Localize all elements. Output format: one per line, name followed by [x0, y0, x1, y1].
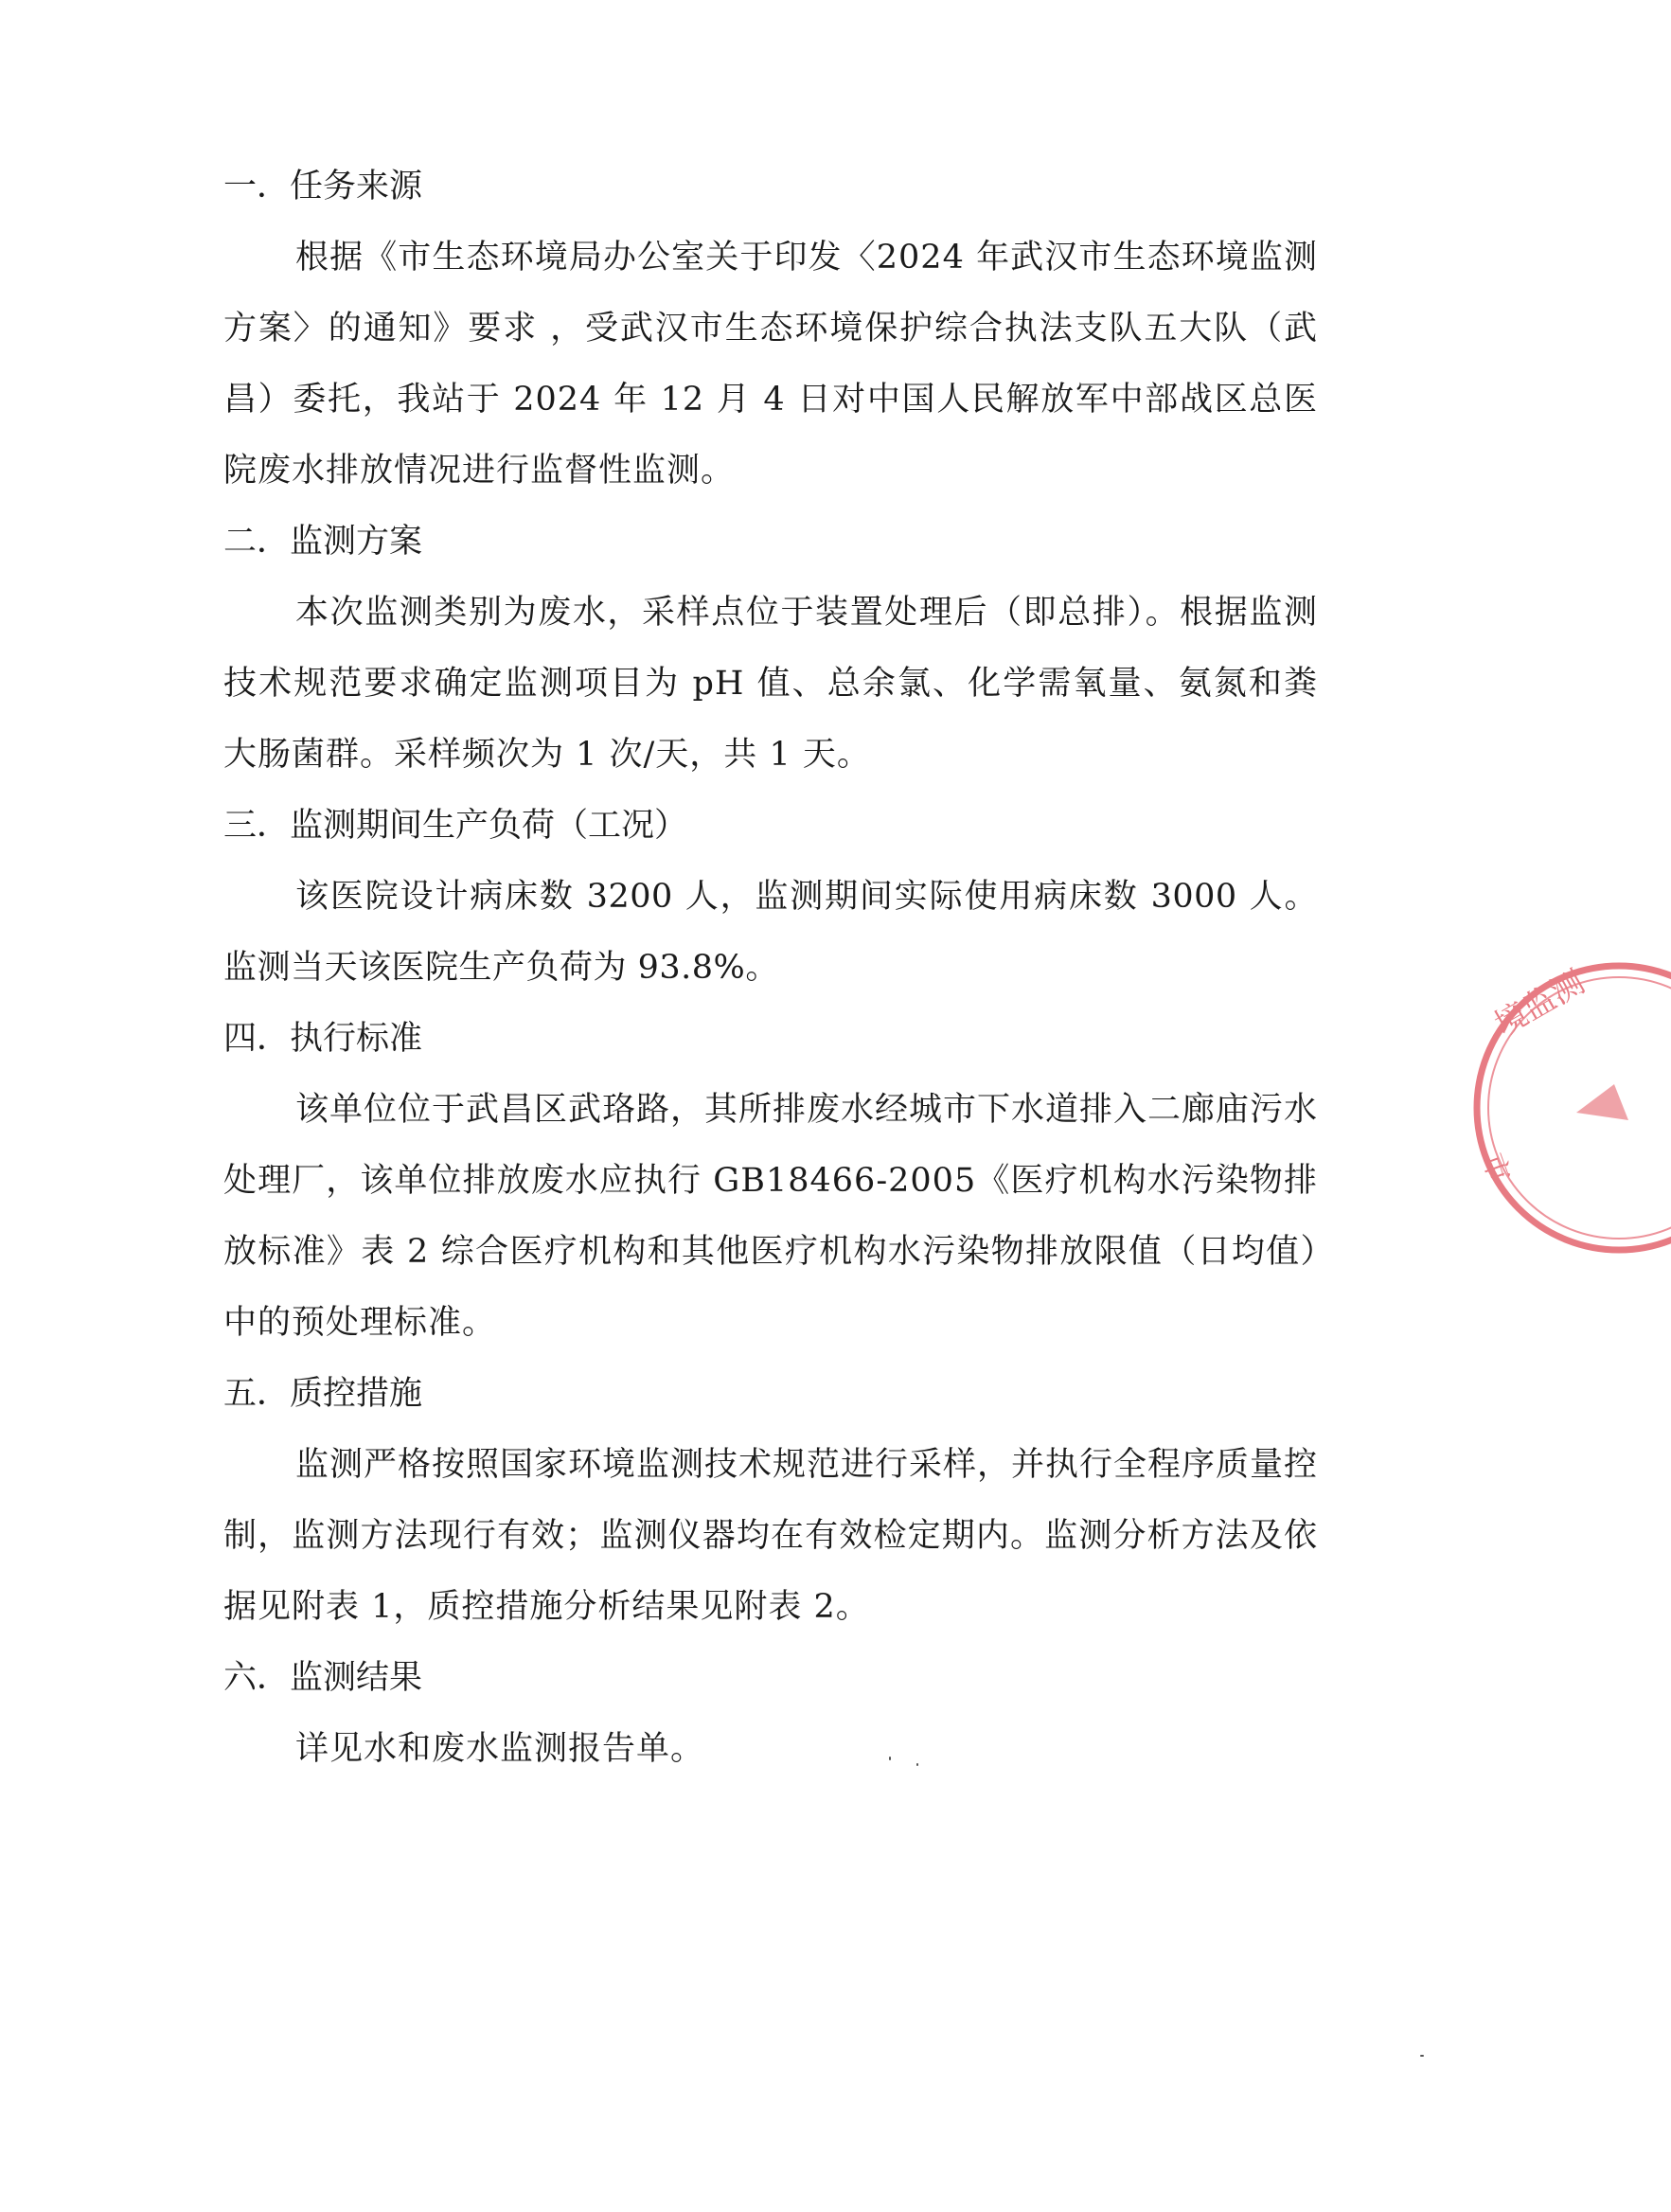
svg-text:市: 市	[1475, 1149, 1516, 1187]
section-paragraph: 该医院设计病床数 3200 人，监测期间实际使用病床数 3000 人。监测当天该医院生产负荷为 93.8%。	[223, 878, 1318, 987]
section-results	[223, 1643, 1318, 1785]
scan-speck	[889, 1757, 891, 1760]
seal-text: 境监测	[1489, 964, 1591, 1044]
section-paragraph: 详见水和废水监测报告单。	[295, 1730, 705, 1768]
section-production-load	[223, 791, 1318, 1004]
scan-speck	[1420, 2055, 1424, 2057]
section-heading: 二．监测方案	[223, 523, 423, 561]
section-heading: 五．质控措施	[223, 1375, 423, 1413]
section-heading: 三．监测期间生产负荷（工况）	[223, 807, 688, 845]
section-paragraph: 本次监测类别为废水，采样点位于装置处理后（即总排）。根据监测技术规范要求确定监测项目为 pH 值、总余氯、化学需氧量、氨氮和粪大肠菌群。采样频次为 1 次/天，共 1 天。	[223, 594, 1318, 774]
official-seal-stamp	[1463, 952, 1671, 1264]
scan-speck	[916, 1763, 918, 1766]
section-paragraph: 该单位位于武昌区武珞路，其所排废水经城市下水道排入二廊庙污水处理厂，该单位排放废水应执行 GB18466-2005《医疗机构水污染物排放标准》表 2 综合医疗机构和其他医疗机构水污染物排放限值（日均值）中的预处理标准。	[223, 1091, 1319, 1342]
section-heading: 一．任务来源	[223, 168, 423, 205]
section-task-source	[223, 152, 1318, 507]
section-quality-control	[223, 1359, 1318, 1643]
section-heading: 六．监测结果	[223, 1659, 423, 1697]
document-body	[223, 152, 1318, 1785]
section-paragraph: 根据《市生态环境局办公室关于印发〈2024 年武汉市生态环境监测方案〉的通知》要求 ，受武汉市生态环境保护综合执法支队五大队（武昌）委托，我站于 2024 年 12 月 4 日对中国人民解放军中部战区总医院废水排放情况进行监督性监测。	[223, 239, 1318, 490]
section-paragraph: 监测严格按照国家环境监测技术规范进行采样，并执行全程序质量控制，监测方法现行有效；监测仪器均在有效检定期内。监测分析方法及依据见附表 1，质控措施分析结果见附表 2。	[223, 1446, 1319, 1626]
section-monitoring-plan	[223, 507, 1318, 791]
section-standard	[223, 1004, 1318, 1359]
section-heading: 四．执行标准	[223, 1020, 423, 1058]
